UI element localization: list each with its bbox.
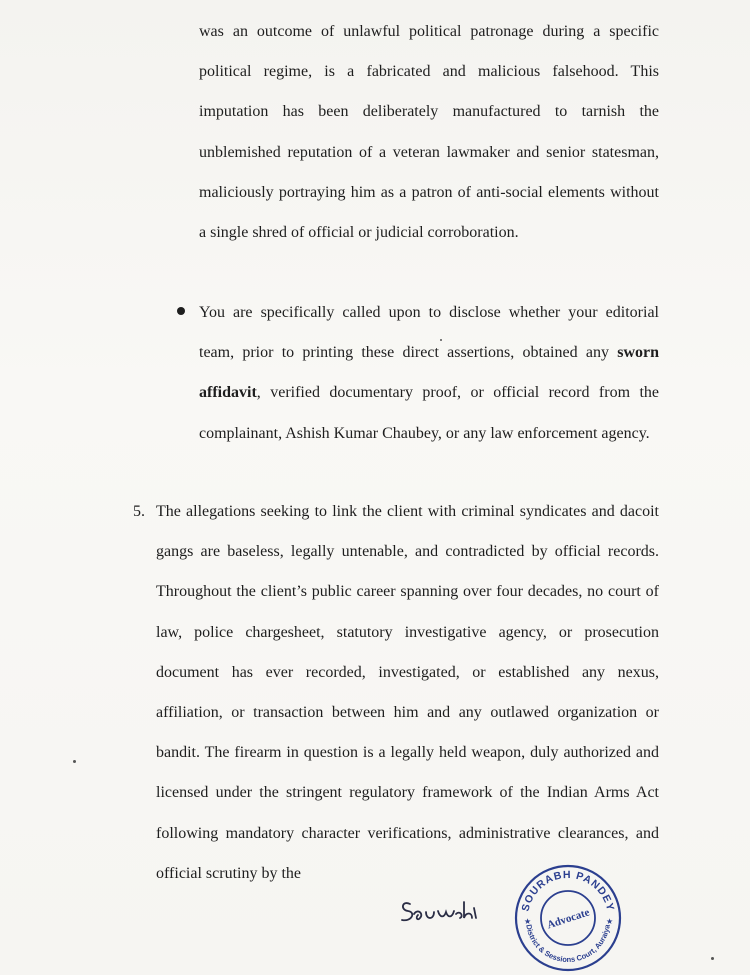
paper-speck — [711, 957, 714, 960]
svg-text:★: ★ — [524, 917, 532, 926]
svg-text:SOURABH PANDEY: SOURABH PANDEY — [519, 868, 617, 913]
paper-speck — [440, 339, 442, 341]
paragraph-text: was an outcome of unlawful political patronage during a specific political regime, is a fabricated and malicious falsehood. This imputation has been deliberately manufactured to tarnish the unblemished reputation of a veteran lawmaker and senior statesman, maliciously portraying him as a patron of anti-social elements without a single shred of official or judicial corroboration. — [199, 23, 659, 242]
paper-speck — [73, 760, 76, 763]
bullet-text-start: You are specifically called upon to disclose whether your editorial team, prior to printing these direct assertions, obtained any — [199, 304, 659, 362]
handwritten-signature — [398, 894, 488, 928]
svg-text:★: ★ — [606, 917, 614, 926]
item-number: 5. — [133, 503, 145, 520]
svg-text:Advocate: Advocate — [545, 906, 592, 932]
bullet-bold-text: sworn affidavit — [199, 344, 659, 402]
item-5-paragraph — [156, 492, 659, 894]
advocate-seal-stamp — [512, 862, 624, 974]
bullet-paragraph — [199, 293, 659, 454]
bullet-point — [177, 307, 185, 315]
paragraph-continuation — [199, 12, 659, 253]
bullet-text-end: , verified documentary proof, or official record from the complainant, Ashish Kumar Chaubey, or any law enforcement agency. — [199, 384, 659, 442]
item-5-text: The allegations seeking to link the client with criminal syndicates and dacoit gangs are baseless, legally untenable, and contradicted by official records. Throughout the client’s public career spanning over four decades, no court of law, police chargesheet, statutory investigative agency, or prosecution document has ever recorded, investigated, or established any nexus, affiliation, or transaction between him and any outlawed organization or bandit. The firearm in question is a legally held weapon, duly authorized and licensed under the stringent regulatory framework of the Indian Arms Act following mandatory character verifications, administrative clearances, and official scrutiny by the — [156, 503, 659, 882]
svg-text:District & Sessions Court, Aur: District & Sessions Court, Auraiya — [524, 923, 612, 965]
